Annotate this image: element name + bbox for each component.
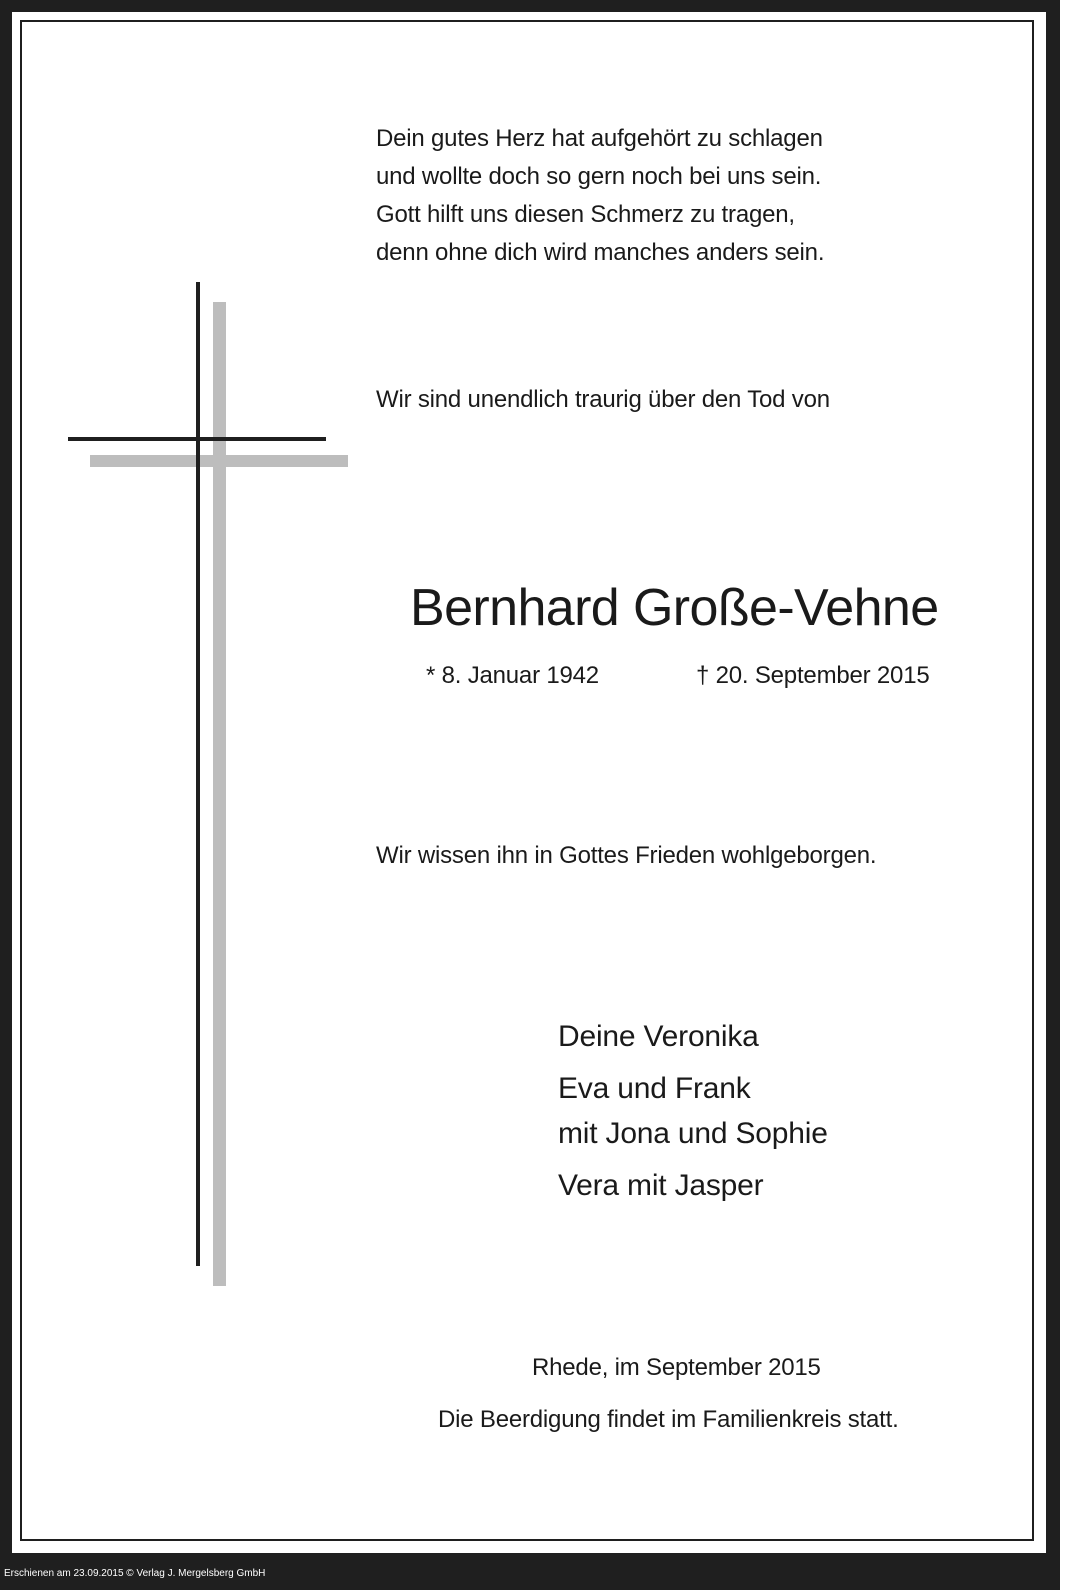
family-line: mit Jona und Sophie [558,1117,828,1150]
family-line: Eva und Frank [558,1072,751,1105]
verse-line: Gott hilft uns diesen Schmerz zu tragen, [376,201,795,228]
death-date: † 20. September 2015 [696,662,930,689]
verse-line: denn ohne dich wird manches anders sein. [376,239,825,266]
verse [376,120,824,272]
verse-line: Dein gutes Herz hat aufgehört zu schlagen [376,125,823,152]
funeral-note: Die Beerdigung findet im Familienkreis statt. [438,1406,899,1433]
cross-grey-horizontal [90,455,348,467]
deceased-name: Bernhard Große-Vehne [410,579,939,637]
cross-black-horizontal [68,437,326,441]
intro-text: Wir sind unendlich traurig über den Tod von [376,386,830,413]
cross-grey-vertical [213,302,226,1286]
publication-footer: Erschienen am 23.09.2015 © Verlag J. Mergelsberg GmbH [4,1568,266,1579]
place-date: Rhede, im September 2015 [532,1354,821,1381]
family-line: Deine Veronika [558,1020,759,1053]
verse-line: und wollte doch so gern noch bei uns sein. [376,163,822,190]
cross-black-vertical [196,282,200,1266]
birth-date: * 8. Januar 1942 [426,662,599,689]
family-line: Vera mit Jasper [558,1169,764,1202]
peace-text: Wir wissen ihn in Gottes Frieden wohlgeborgen. [376,842,877,869]
